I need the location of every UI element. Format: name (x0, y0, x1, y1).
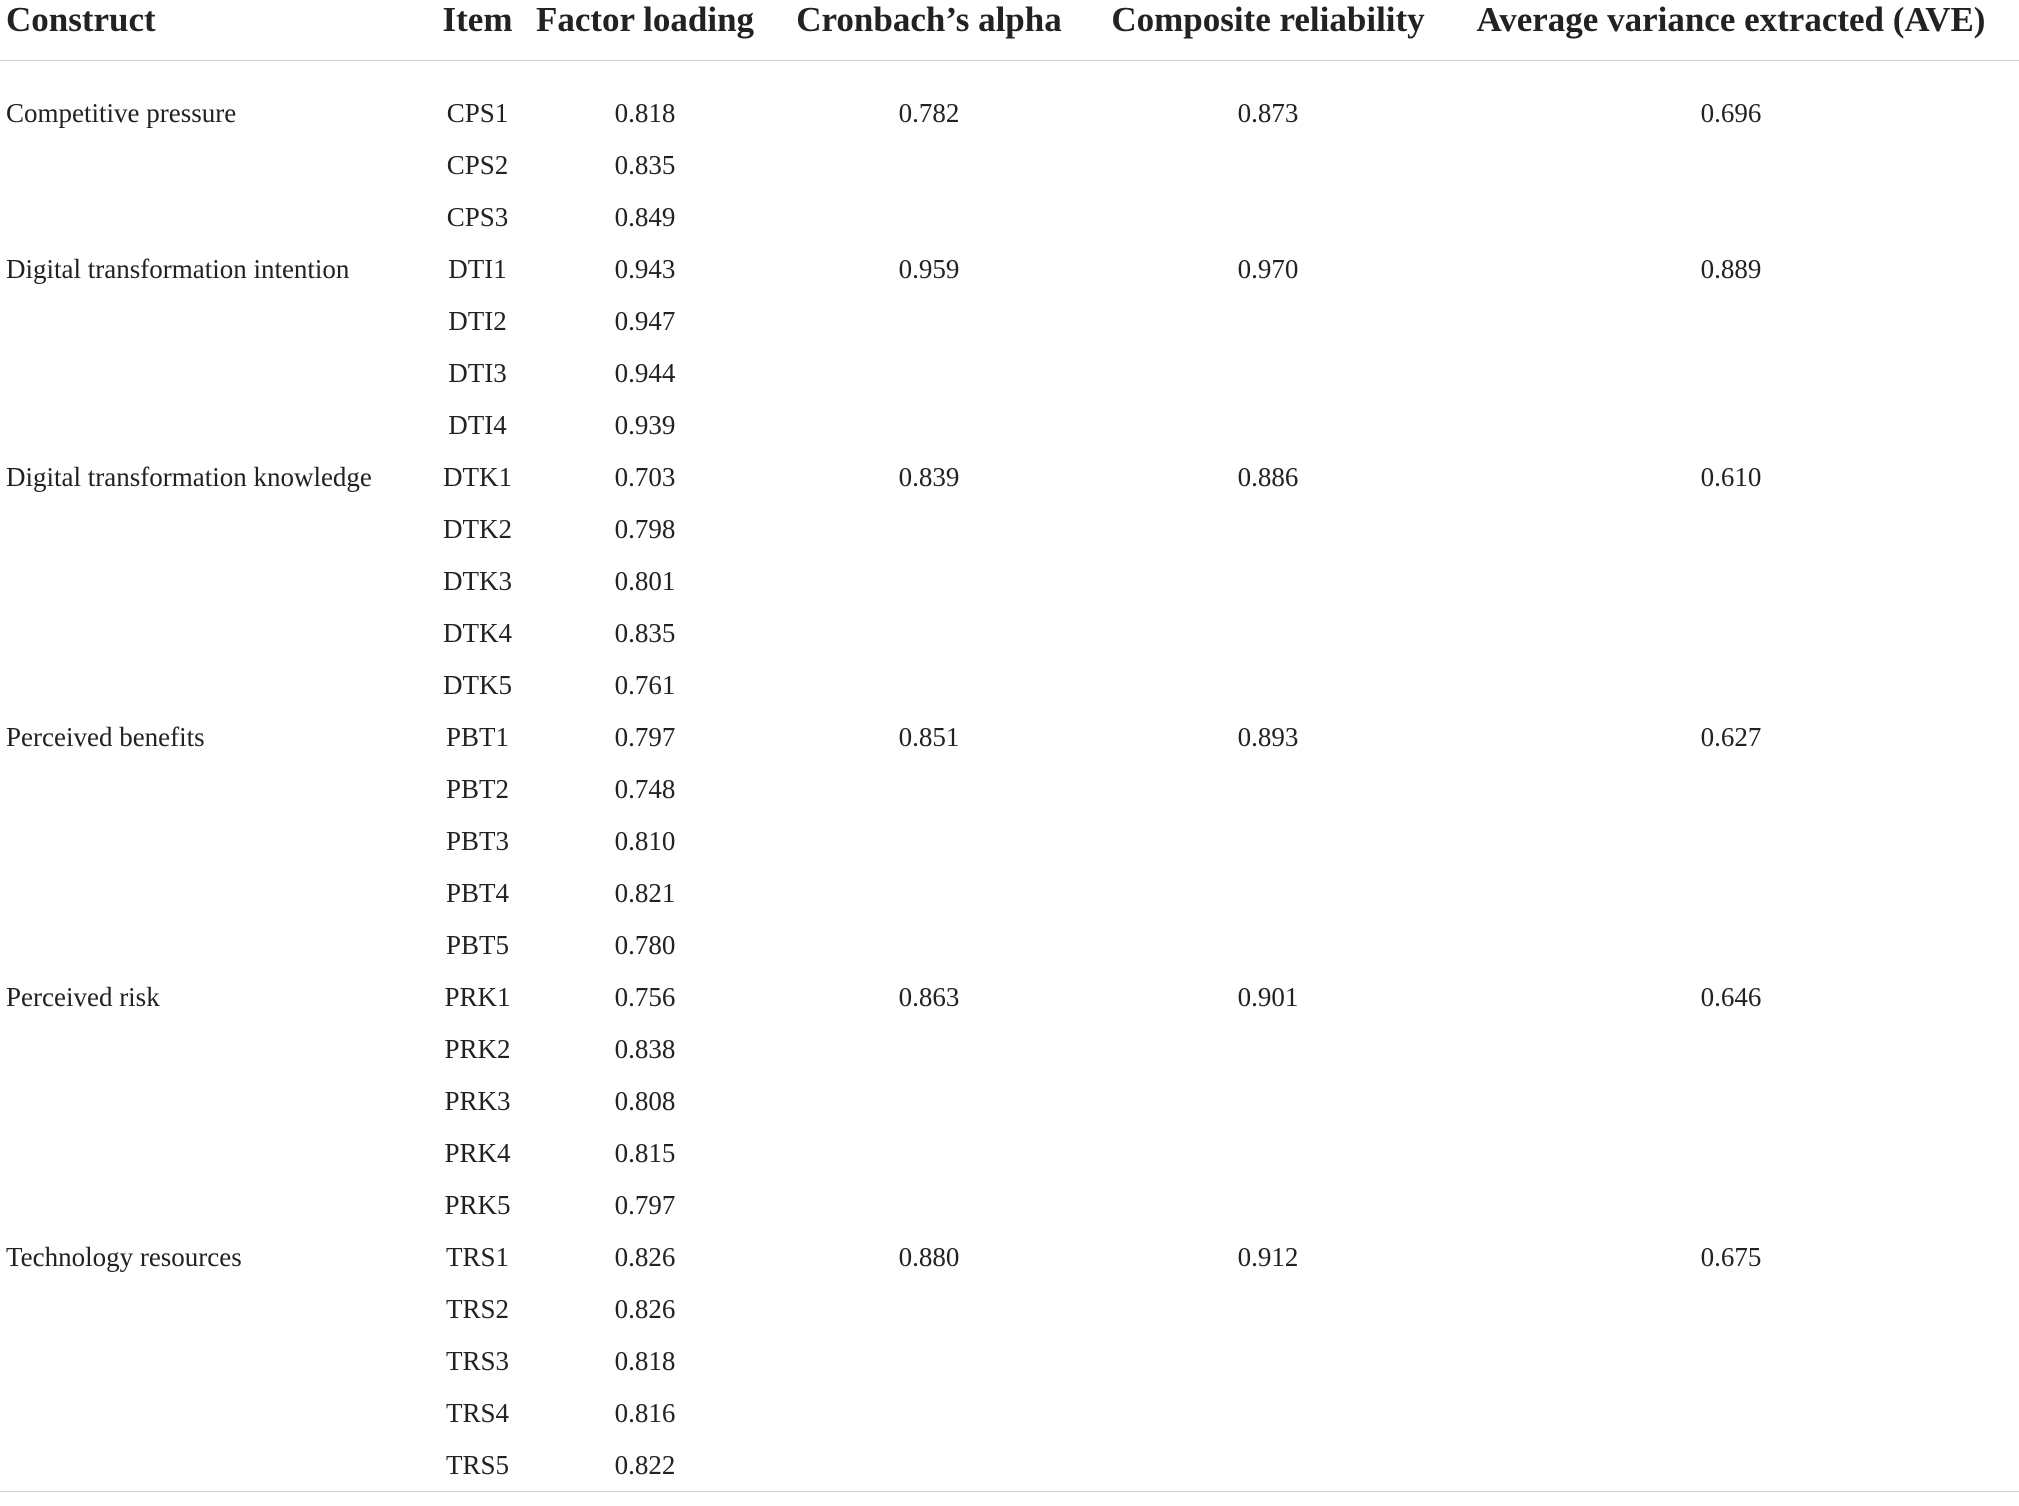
table-row (0, 347, 2019, 399)
table-row (0, 399, 2019, 451)
table-row (0, 659, 2019, 711)
construct-cell (0, 503, 430, 555)
factor-loading-cell: 0.797 (525, 1179, 765, 1231)
factor-loading-cell: 0.943 (525, 243, 765, 295)
table-row (0, 919, 2019, 971)
composite-reliability-cell (1093, 867, 1443, 919)
construct-cell: Digital transformation intention (0, 243, 430, 295)
table-row (0, 1283, 2019, 1335)
cronbach-alpha-cell (765, 1023, 1093, 1075)
composite-reliability-cell (1093, 1179, 1443, 1231)
table-row (0, 1075, 2019, 1127)
composite-reliability-cell (1093, 1335, 1443, 1387)
cronbach-alpha-cell: 0.880 (765, 1231, 1093, 1283)
factor-loading-cell: 0.826 (525, 1283, 765, 1335)
item-cell: TRS2 (430, 1283, 525, 1335)
construct-cell: Perceived benefits (0, 711, 430, 763)
ave-cell (1443, 659, 2019, 711)
construct-cell (0, 295, 430, 347)
item-cell: DTK1 (430, 451, 525, 503)
factor-loading-cell: 0.838 (525, 1023, 765, 1075)
factor-loading-cell: 0.826 (525, 1231, 765, 1283)
factor-loading-cell: 0.756 (525, 971, 765, 1023)
ave-cell (1443, 191, 2019, 243)
header-composite-reliability: Composite reliability (1093, 0, 1443, 61)
factor-loading-cell: 0.821 (525, 867, 765, 919)
item-cell: DTI2 (430, 295, 525, 347)
table-row (0, 555, 2019, 607)
factor-loading-cell: 0.801 (525, 555, 765, 607)
item-cell: PRK2 (430, 1023, 525, 1075)
cronbach-alpha-cell (765, 815, 1093, 867)
table-row (0, 1179, 2019, 1231)
item-cell: TRS4 (430, 1387, 525, 1439)
item-cell: CPS1 (430, 87, 525, 139)
construct-cell (0, 1283, 430, 1335)
composite-reliability-cell (1093, 659, 1443, 711)
composite-reliability-cell: 0.912 (1093, 1231, 1443, 1283)
factor-loading-cell: 0.761 (525, 659, 765, 711)
cronbach-alpha-cell (765, 867, 1093, 919)
table-row (0, 1387, 2019, 1439)
cronbach-alpha-cell (765, 347, 1093, 399)
table-row (0, 295, 2019, 347)
item-cell: PBT3 (430, 815, 525, 867)
cronbach-alpha-cell (765, 1335, 1093, 1387)
tail-spacer-row (0, 1492, 2019, 1506)
construct-cell: Perceived risk (0, 971, 430, 1023)
table-row (0, 1127, 2019, 1179)
cronbach-alpha-cell (765, 1387, 1093, 1439)
cronbach-alpha-cell: 0.839 (765, 451, 1093, 503)
composite-reliability-cell: 0.886 (1093, 451, 1443, 503)
factor-loading-cell: 0.798 (525, 503, 765, 555)
construct-cell (0, 399, 430, 451)
factor-loading-cell: 0.818 (525, 87, 765, 139)
ave-cell (1443, 1179, 2019, 1231)
cronbach-alpha-cell (765, 555, 1093, 607)
item-cell: DTK2 (430, 503, 525, 555)
cronbach-alpha-cell (765, 503, 1093, 555)
item-cell: TRS1 (430, 1231, 525, 1283)
composite-reliability-cell (1093, 763, 1443, 815)
ave-cell (1443, 1283, 2019, 1335)
ave-cell (1443, 347, 2019, 399)
header-item: Item (430, 0, 525, 61)
table-row (0, 763, 2019, 815)
ave-cell (1443, 1439, 2019, 1492)
factor-loading-cell: 0.815 (525, 1127, 765, 1179)
construct-cell (0, 867, 430, 919)
table-row (0, 1439, 2019, 1492)
composite-reliability-cell (1093, 1023, 1443, 1075)
ave-cell (1443, 1387, 2019, 1439)
cronbach-alpha-cell: 0.959 (765, 243, 1093, 295)
table-header (0, 0, 2019, 61)
ave-cell: 0.889 (1443, 243, 2019, 295)
composite-reliability-cell: 0.873 (1093, 87, 1443, 139)
ave-cell (1443, 555, 2019, 607)
item-cell: PRK4 (430, 1127, 525, 1179)
item-cell: PRK3 (430, 1075, 525, 1127)
ave-cell (1443, 503, 2019, 555)
table-row (0, 87, 2019, 139)
ave-cell: 0.696 (1443, 87, 2019, 139)
composite-reliability-cell: 0.970 (1093, 243, 1443, 295)
factor-loading-cell: 0.816 (525, 1387, 765, 1439)
composite-reliability-cell (1093, 815, 1443, 867)
factor-loading-cell: 0.835 (525, 607, 765, 659)
construct-cell (0, 1075, 430, 1127)
item-cell: PRK1 (430, 971, 525, 1023)
factor-loading-cell: 0.808 (525, 1075, 765, 1127)
header-ave: Average variance extracted (AVE) (1443, 0, 2019, 61)
item-cell: PBT1 (430, 711, 525, 763)
table-row (0, 971, 2019, 1023)
construct-cell: Technology resources (0, 1231, 430, 1283)
item-cell: CPS2 (430, 139, 525, 191)
construct-cell (0, 919, 430, 971)
factor-loading-cell: 0.947 (525, 295, 765, 347)
table-body (0, 61, 2019, 1506)
item-cell: TRS3 (430, 1335, 525, 1387)
table-row (0, 1023, 2019, 1075)
cronbach-alpha-cell (765, 763, 1093, 815)
ave-cell (1443, 1075, 2019, 1127)
composite-reliability-cell (1093, 1127, 1443, 1179)
header-row (0, 0, 2019, 61)
item-cell: PBT4 (430, 867, 525, 919)
factor-loading-cell: 0.810 (525, 815, 765, 867)
item-cell: PBT5 (430, 919, 525, 971)
ave-cell (1443, 607, 2019, 659)
ave-cell (1443, 815, 2019, 867)
cronbach-alpha-cell (765, 1439, 1093, 1492)
ave-cell: 0.610 (1443, 451, 2019, 503)
composite-reliability-cell (1093, 191, 1443, 243)
composite-reliability-cell: 0.901 (1093, 971, 1443, 1023)
factor-loading-cell: 0.748 (525, 763, 765, 815)
construct-cell (0, 1023, 430, 1075)
ave-cell: 0.675 (1443, 1231, 2019, 1283)
composite-reliability-cell (1093, 1283, 1443, 1335)
header-cronbach-alpha: Cronbach’s alpha (765, 0, 1093, 61)
ave-cell (1443, 1127, 2019, 1179)
composite-reliability-cell: 0.893 (1093, 711, 1443, 763)
composite-reliability-cell (1093, 1439, 1443, 1492)
ave-cell (1443, 139, 2019, 191)
item-cell: DTK3 (430, 555, 525, 607)
table-row (0, 191, 2019, 243)
construct-cell (0, 815, 430, 867)
factor-loading-cell: 0.780 (525, 919, 765, 971)
cronbach-alpha-cell: 0.851 (765, 711, 1093, 763)
factor-loading-cell: 0.703 (525, 451, 765, 503)
cronbach-alpha-cell (765, 295, 1093, 347)
factor-loading-cell: 0.797 (525, 711, 765, 763)
construct-cell (0, 139, 430, 191)
cronbach-alpha-cell (765, 1283, 1093, 1335)
composite-reliability-cell (1093, 919, 1443, 971)
table-row (0, 243, 2019, 295)
table-row (0, 503, 2019, 555)
item-cell: TRS5 (430, 1439, 525, 1492)
composite-reliability-cell (1093, 1387, 1443, 1439)
construct-cell (0, 1335, 430, 1387)
composite-reliability-cell (1093, 399, 1443, 451)
table-row (0, 815, 2019, 867)
table-row (0, 451, 2019, 503)
cronbach-alpha-cell: 0.782 (765, 87, 1093, 139)
table-row (0, 1335, 2019, 1387)
composite-reliability-cell (1093, 503, 1443, 555)
ave-cell (1443, 919, 2019, 971)
construct-cell (0, 347, 430, 399)
item-cell: DTI4 (430, 399, 525, 451)
item-cell: DTK5 (430, 659, 525, 711)
table-row (0, 1231, 2019, 1283)
construct-cell: Competitive pressure (0, 87, 430, 139)
construct-cell (0, 1387, 430, 1439)
item-cell: DTI1 (430, 243, 525, 295)
factor-loading-cell: 0.944 (525, 347, 765, 399)
cronbach-alpha-cell (765, 1075, 1093, 1127)
factor-loading-cell: 0.818 (525, 1335, 765, 1387)
ave-cell: 0.646 (1443, 971, 2019, 1023)
ave-cell (1443, 1023, 2019, 1075)
cronbach-alpha-cell (765, 919, 1093, 971)
composite-reliability-cell (1093, 555, 1443, 607)
construct-cell (0, 1127, 430, 1179)
ave-cell: 0.627 (1443, 711, 2019, 763)
table-row (0, 607, 2019, 659)
factor-loading-cell: 0.849 (525, 191, 765, 243)
factor-loading-cell: 0.939 (525, 399, 765, 451)
table-row (0, 867, 2019, 919)
cronbach-alpha-cell (765, 399, 1093, 451)
construct-cell (0, 555, 430, 607)
construct-cell (0, 659, 430, 711)
cronbach-alpha-cell (765, 191, 1093, 243)
cronbach-alpha-cell (765, 1127, 1093, 1179)
ave-cell (1443, 399, 2019, 451)
ave-cell (1443, 867, 2019, 919)
construct-cell (0, 191, 430, 243)
cronbach-alpha-cell (765, 607, 1093, 659)
cronbach-alpha-cell (765, 659, 1093, 711)
item-cell: PRK5 (430, 1179, 525, 1231)
header-construct: Construct (0, 0, 430, 61)
table-row (0, 139, 2019, 191)
cronbach-alpha-cell: 0.863 (765, 971, 1093, 1023)
construct-cell (0, 763, 430, 815)
table-row (0, 711, 2019, 763)
composite-reliability-cell (1093, 139, 1443, 191)
item-cell: PBT2 (430, 763, 525, 815)
ave-cell (1443, 1335, 2019, 1387)
factor-loading-cell: 0.822 (525, 1439, 765, 1492)
cronbach-alpha-cell (765, 139, 1093, 191)
composite-reliability-cell (1093, 295, 1443, 347)
construct-cell: Digital transformation knowledge (0, 451, 430, 503)
construct-cell (0, 1439, 430, 1492)
composite-reliability-cell (1093, 607, 1443, 659)
composite-reliability-cell (1093, 1075, 1443, 1127)
construct-cell (0, 607, 430, 659)
composite-reliability-cell (1093, 347, 1443, 399)
item-cell: DTK4 (430, 607, 525, 659)
construct-cell (0, 1179, 430, 1231)
cronbach-alpha-cell (765, 1179, 1093, 1231)
header-factor-loading: Factor loading (525, 0, 765, 61)
ave-cell (1443, 763, 2019, 815)
spacer-row (0, 61, 2019, 88)
factor-loading-cell: 0.835 (525, 139, 765, 191)
item-cell: CPS3 (430, 191, 525, 243)
item-cell: DTI3 (430, 347, 525, 399)
ave-cell (1443, 295, 2019, 347)
